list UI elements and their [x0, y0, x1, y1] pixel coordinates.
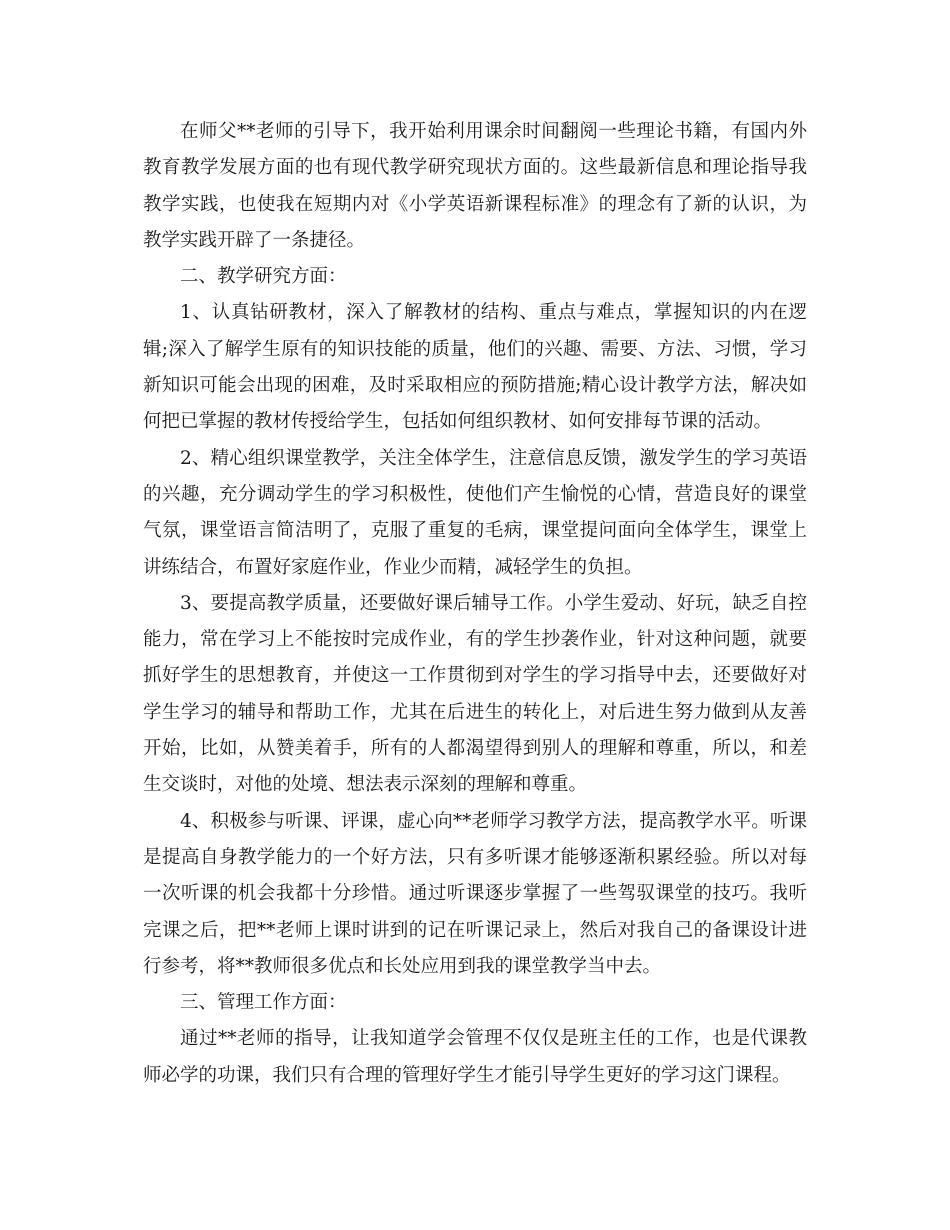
paragraph-item-4: 4、积极参与听课、评课，虚心向**老师学习教学方法，提高教学水平。听课是提高自身教学能力的一个好方法，只有多听课才能够逐渐积累经验。所以对每一次听课的机会我都十分珍惜。通过听课逐步掌握了一些驾驭课堂的技巧。我听完课之后，把**老师上课时讲到的记在听课记录上，然后对我自己的备课设计进行参考，将**教师很多优点和长处应用到我的课堂教学当中去。 — [143, 810, 807, 977]
section-heading-management: 三、管理工作方面： — [180, 992, 347, 1014]
document-body — [143, 114, 807, 1094]
paragraph-management: 通过**老师的指导，让我知道学会管理不仅仅是班主任的工作，也是代课教师必学的功课，我们只有合理的管理好学生才能引导学生更好的学习这门课程。 — [143, 1028, 807, 1086]
section-heading-teaching-research: 二、教学研究方面： — [180, 266, 347, 288]
paragraph-item-2: 2、精心组织课堂教学，关注全体学生，注意信息反馈，激发学生的学习英语的兴趣，充分调动学生的学习积极性，使他们产生愉悦的心情，营造良好的课堂气氛，课堂语言简洁明了，克服了重复的毛病，课堂提问面向全体学生，课堂上讲练结合，布置好家庭作业，作业少而精，减轻学生的负担。 — [143, 447, 807, 578]
paragraph-item-1: 1、认真钻研教材，深入了解教材的结构、重点与难点，掌握知识的内在逻辑;深入了解学生原有的知识技能的质量，他们的兴趣、需要、方法、习惯，学习新知识可能会出现的困难，及时采取相应的预防措施;精心设计教学方法，解决如何把已掌握的教材传授给学生，包括如何组织教材、如何安排每节课的活动。 — [143, 302, 807, 433]
paragraph-intro: 在师父**老师的引导下，我开始利用课余时间翻阅一些理论书籍，有国内外教育教学发展方面的也有现代教学研究现状方面的。这些最新信息和理论指导我教学实践，也使我在短期内对《小学英语新课程标准》的理念有了新的认识，为教学实践开辟了一条捷径。 — [143, 121, 807, 251]
paragraph-item-3: 3、要提高教学质量，还要做好课后辅导工作。小学生爱动、好玩，缺乏自控能力，常在学习上不能按时完成作业，有的学生抄袭作业，针对这种问题，就要抓好学生的思想教育，并使这一工作贯彻到对学生的学习指导中去，还要做好对学生学习的辅导和帮助工作，尤其在后进生的转化上，对后进生努力做到从友善开始，比如，从赞美着手，所有的人都渴望得到别人的理解和尊重，所以，和差生交谈时，对他的处境、想法表示深刻的理解和尊重。 — [143, 592, 807, 796]
